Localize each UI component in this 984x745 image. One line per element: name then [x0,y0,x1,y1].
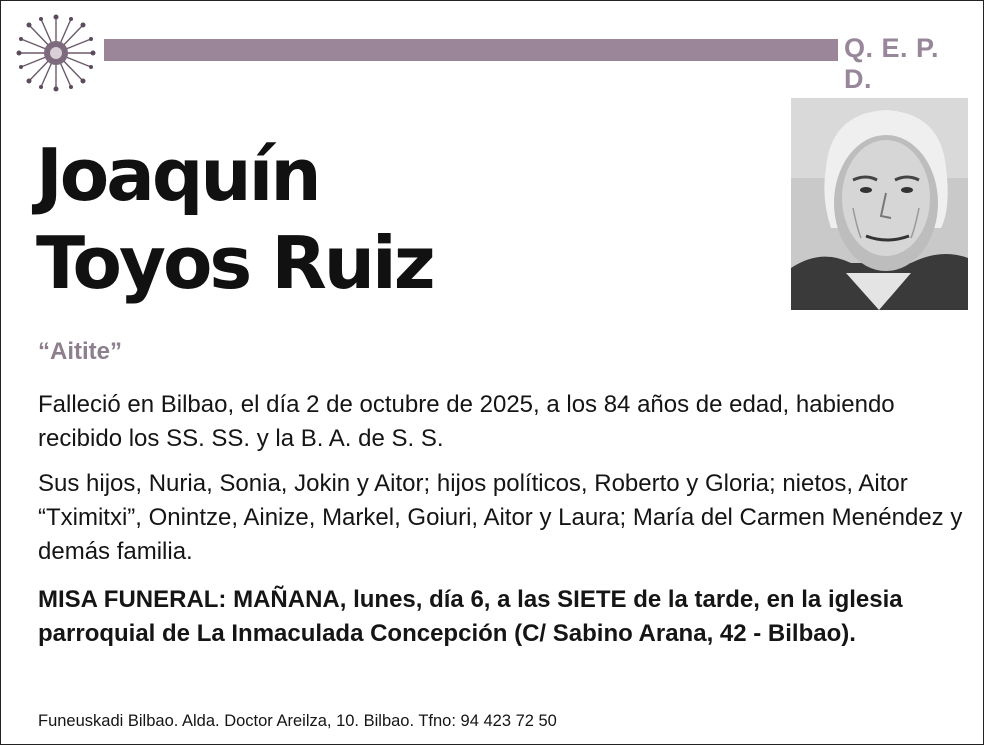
name-second-line: Toyos Ruiz [36,221,433,305]
funeral-mass-text: MISA FUNERAL: MAÑANA, lunes, día 6, a las SIETE de la tarde, en la iglesia parroquial de La Inmaculada Concepción (C/ Sabino Arana, 42 - Bilbao). [38,586,903,647]
name-first-line: Joaquín [36,133,319,217]
death-notice-text: Falleció en Bilbao, el día 2 de octubre de 2025, a los 84 años de edad, habiendo recibido los SS. SS. y la B. A. de S. S. [38,391,895,452]
family-text: Sus hijos, Nuria, Sonia, Jokin y Aitor; hijos políticos, Roberto y Gloria; nietos, Aitor “Tximitxi”, Onintze, Ainize, Markel, Goiuri, Aitor y Laura; María del Carmen Menéndez y demás familia. [38,470,963,565]
header-bar [104,39,838,61]
portrait-photo [791,98,968,310]
qepd-heading: Q. E. P. D. [844,33,940,94]
nickname: “Aitite” [38,338,122,365]
flower-icon [13,13,99,93]
funeral-home-footer: Funeuskadi Bilbao. Alda. Doctor Areilza, 10. Bilbao. Tfno: 94 423 72 50 [38,712,557,730]
deceased-name [36,131,636,307]
